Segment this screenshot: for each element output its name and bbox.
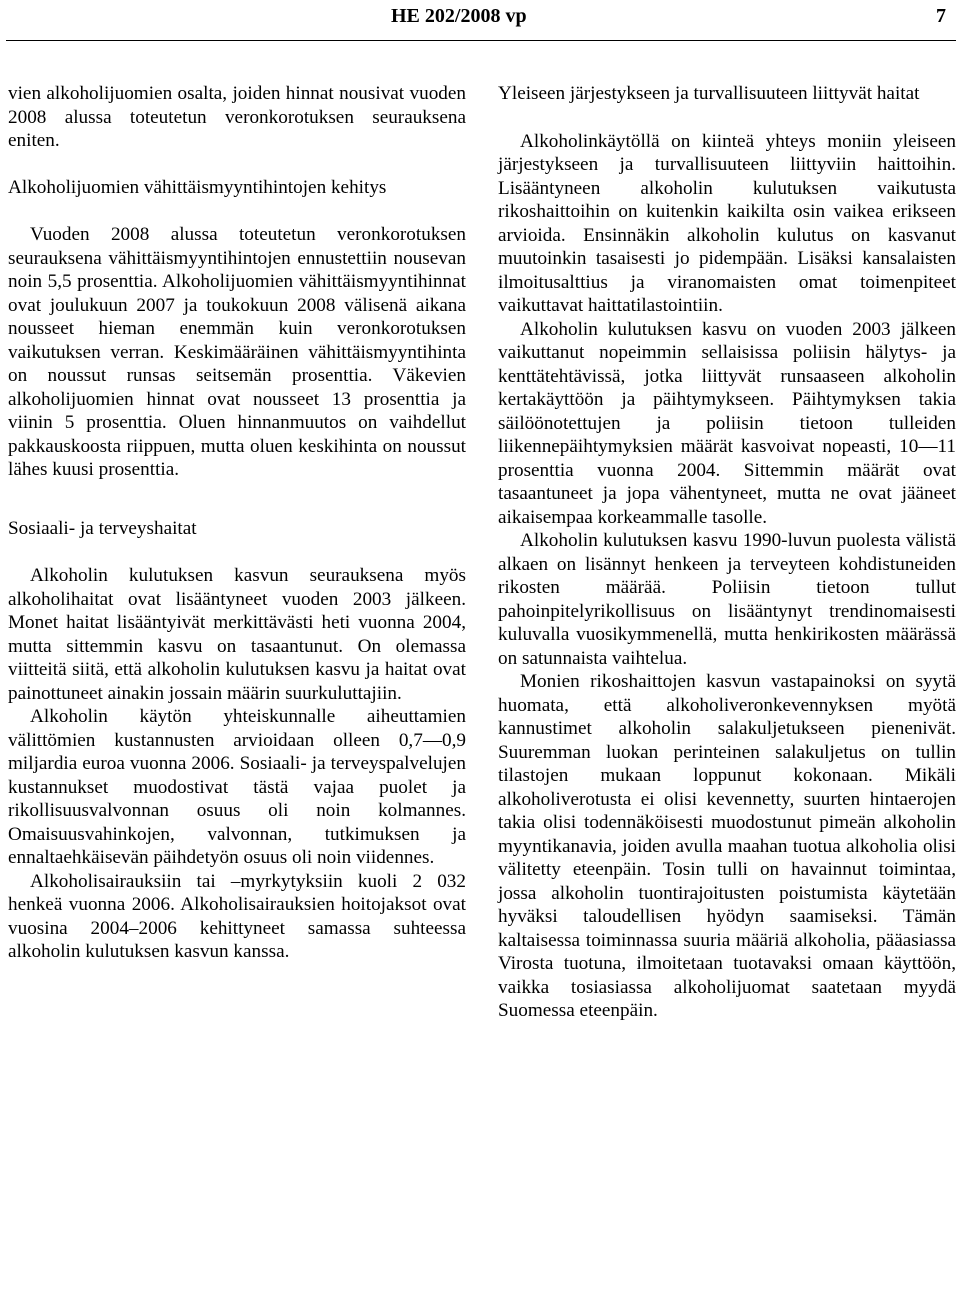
document-id: HE 202/2008 vp xyxy=(391,5,527,27)
paragraph-public-order-2: Alkoholin kulutuksen kasvu on vuoden 2003 jälkeen vaikuttanut nopeimmin sellaisissa poliisin hälytys- ja kenttätehtävissä, jotka liittyvät runsaaseen alkoholin kertakäyttöön ja päihtymykseen. Päihtymyksen takia säilöönotettujen ja poliisin tietoon tulleiden liikennepäihtymyksien määrät kasvoivat nopeasti, 10—11 prosenttia vuonna 2004. Sittemmin määrät ovat tasaantuneet ja jopa vähentyneet, mutta ne ovat jääneet aikaisempaa korkeammalle tasolle. xyxy=(498,318,956,528)
section-heading-health-harms: Sosiaali- ja terveyshaitat xyxy=(8,517,197,539)
running-header xyxy=(0,4,960,32)
right-column xyxy=(498,82,956,1023)
left-column xyxy=(8,82,466,964)
paragraph-retail-prices: Vuoden 2008 alussa toteutetun veronkorotuksen seurauksena vähittäismyyntihintojen ennustettiin nousevan noin 5,5 prosenttia. Alkoholijuomien vähittäismyyntihinnat ovat joulukuun 2007 ja toukokuun 2008 välisenä aikana nousseet hieman enemmän kuin veronkorotuksen vaikutuksen verran. Keskimääräinen vähittäismyyntihinta on noussut runsas seitsemän prosenttia. Väkevien alkoholijuomien hinnat ovat nousseet 13 prosenttia ja viinin 5 prosenttia. Oluen hinnanmuutos on vaihdellut pakkauskoosta riippuen, mutta oluen keskihinta on noussut lähes kuusi prosenttia. xyxy=(8,224,466,480)
paragraph-public-order-1: Alkoholinkäytöllä on kiinteä yhteys moniin yleiseen järjestykseen ja turvallisuuteen liittyviin haittoihin. Lisääntyneen alkoholin kulutuksen vaikutusta rikoshaittoihin on kuitenkin kaikilta osin vaikea erikseen arvioida. Ensinnäkin alkoholin kulutus on kasvanut muutoinkin tasaisesti jo pidempään. Lisäksi kansalaisten ilmoitusalttius ja viranomaisten omat toimenpiteet vaikuttavat haittatilastointiin. xyxy=(498,130,956,316)
section-heading-public-order: Yleiseen järjestykseen ja turvallisuuteen liittyvät haitat xyxy=(498,83,920,104)
page-number: 7 xyxy=(936,5,946,27)
section-heading-retail-prices: Alkoholijuomien vähittäismyyntihintojen kehitys xyxy=(8,176,387,198)
paragraph-public-order-4: Monien rikoshaittojen kasvun vastapainoksi on syytä huomata, että alkoholiveronkevennyksen myötä kannustimet alkoholin salakuljetukseen pienenivät. Suuremman luokan perinteinen salakuljetus on tullin tilastojen mukaan loppunut kokonaan. Mikäli alkoholiverotusta ei olisi kevennetty, suurten hintaerojen takia olisi todennäköisesti muodostunut pimeän alkoholin myyntikanavia, joiden avulla maahan tuotua alkoholia olisi välitetty eteenpäin. Tosin tulli on havainnut toimintaa, jossa alkoholin tuontirajoitusten poistumista käytetään hyväksi taloudellisen hyödyn saamiseksi. Tämän kaltaisessa toiminnassa suuria määriä alkoholia, pääasiassa Virosta tuotuna, ilmoitetaan tuotavaksi omaan käyttöön, vaikka tosiasiassa alkoholijuomat saatetaan myydä Suomessa eteenpäin. xyxy=(498,671,956,1021)
paragraph-continuation: vien alkoholijuomien osalta, joiden hinnat nousivat vuoden 2008 alussa toteutetun veronkorotuksen seurauksena eniten. xyxy=(8,83,466,151)
paragraph-public-order-3: Alkoholin kulutuksen kasvu 1990-luvun puolesta välistä alkaen on lisännyt henkeen ja terveyteen kohdistuneiden rikosten määrää. Poliisin tietoon tullut pahoinpitelyrikollisuus on lisääntynyt trendinomaisesti kuluvalla vuosikymmenellä, mutta henkirikosten määrässä on satunnaista vaihtelua. xyxy=(498,530,956,669)
header-rule xyxy=(6,40,956,41)
paragraph-health-harms-2: Alkoholin käytön yhteiskunnalle aiheuttamien välittömien kustannusten arvioidaan olleen 0,7—0,9 miljardia euroa vuonna 2006. Sosiaali- ja terveyspalvelujen kustannukset muodostivat tästä vajaa puolet ja rikollisuusvalvonnan osuus oli noin kolmannes. Omaisuusvahinkojen, valvonnan, tutkimuksen ja ennaltaehkäisevän päihdetyön osuus oli noin viidennes. xyxy=(8,706,466,868)
paragraph-health-harms-1: Alkoholin kulutuksen kasvun seurauksena myös alkoholihaitat ovat lisääntyneet vuoden 2003 jälkeen. Monet haitat lisääntyivät merkittävästi heti vuonna 2004, mutta sittemmin kasvu on tasaantunut. On olemassa viitteitä siitä, että alkoholin kulutuksen kasvu ja haitat ovat painottuneet ainakin jossain määrin suurkuluttajiin. xyxy=(8,565,466,704)
paragraph-health-harms-3: Alkoholisairauksiin tai –myrkytyksiin kuoli 2 032 henkeä vuonna 2006. Alkoholisairauksien hoitojaksot ovat vuosina 2004–2006 kehittyneet samassa suhteessa alkoholin kulutuksen kasvun kanssa. xyxy=(8,870,466,962)
